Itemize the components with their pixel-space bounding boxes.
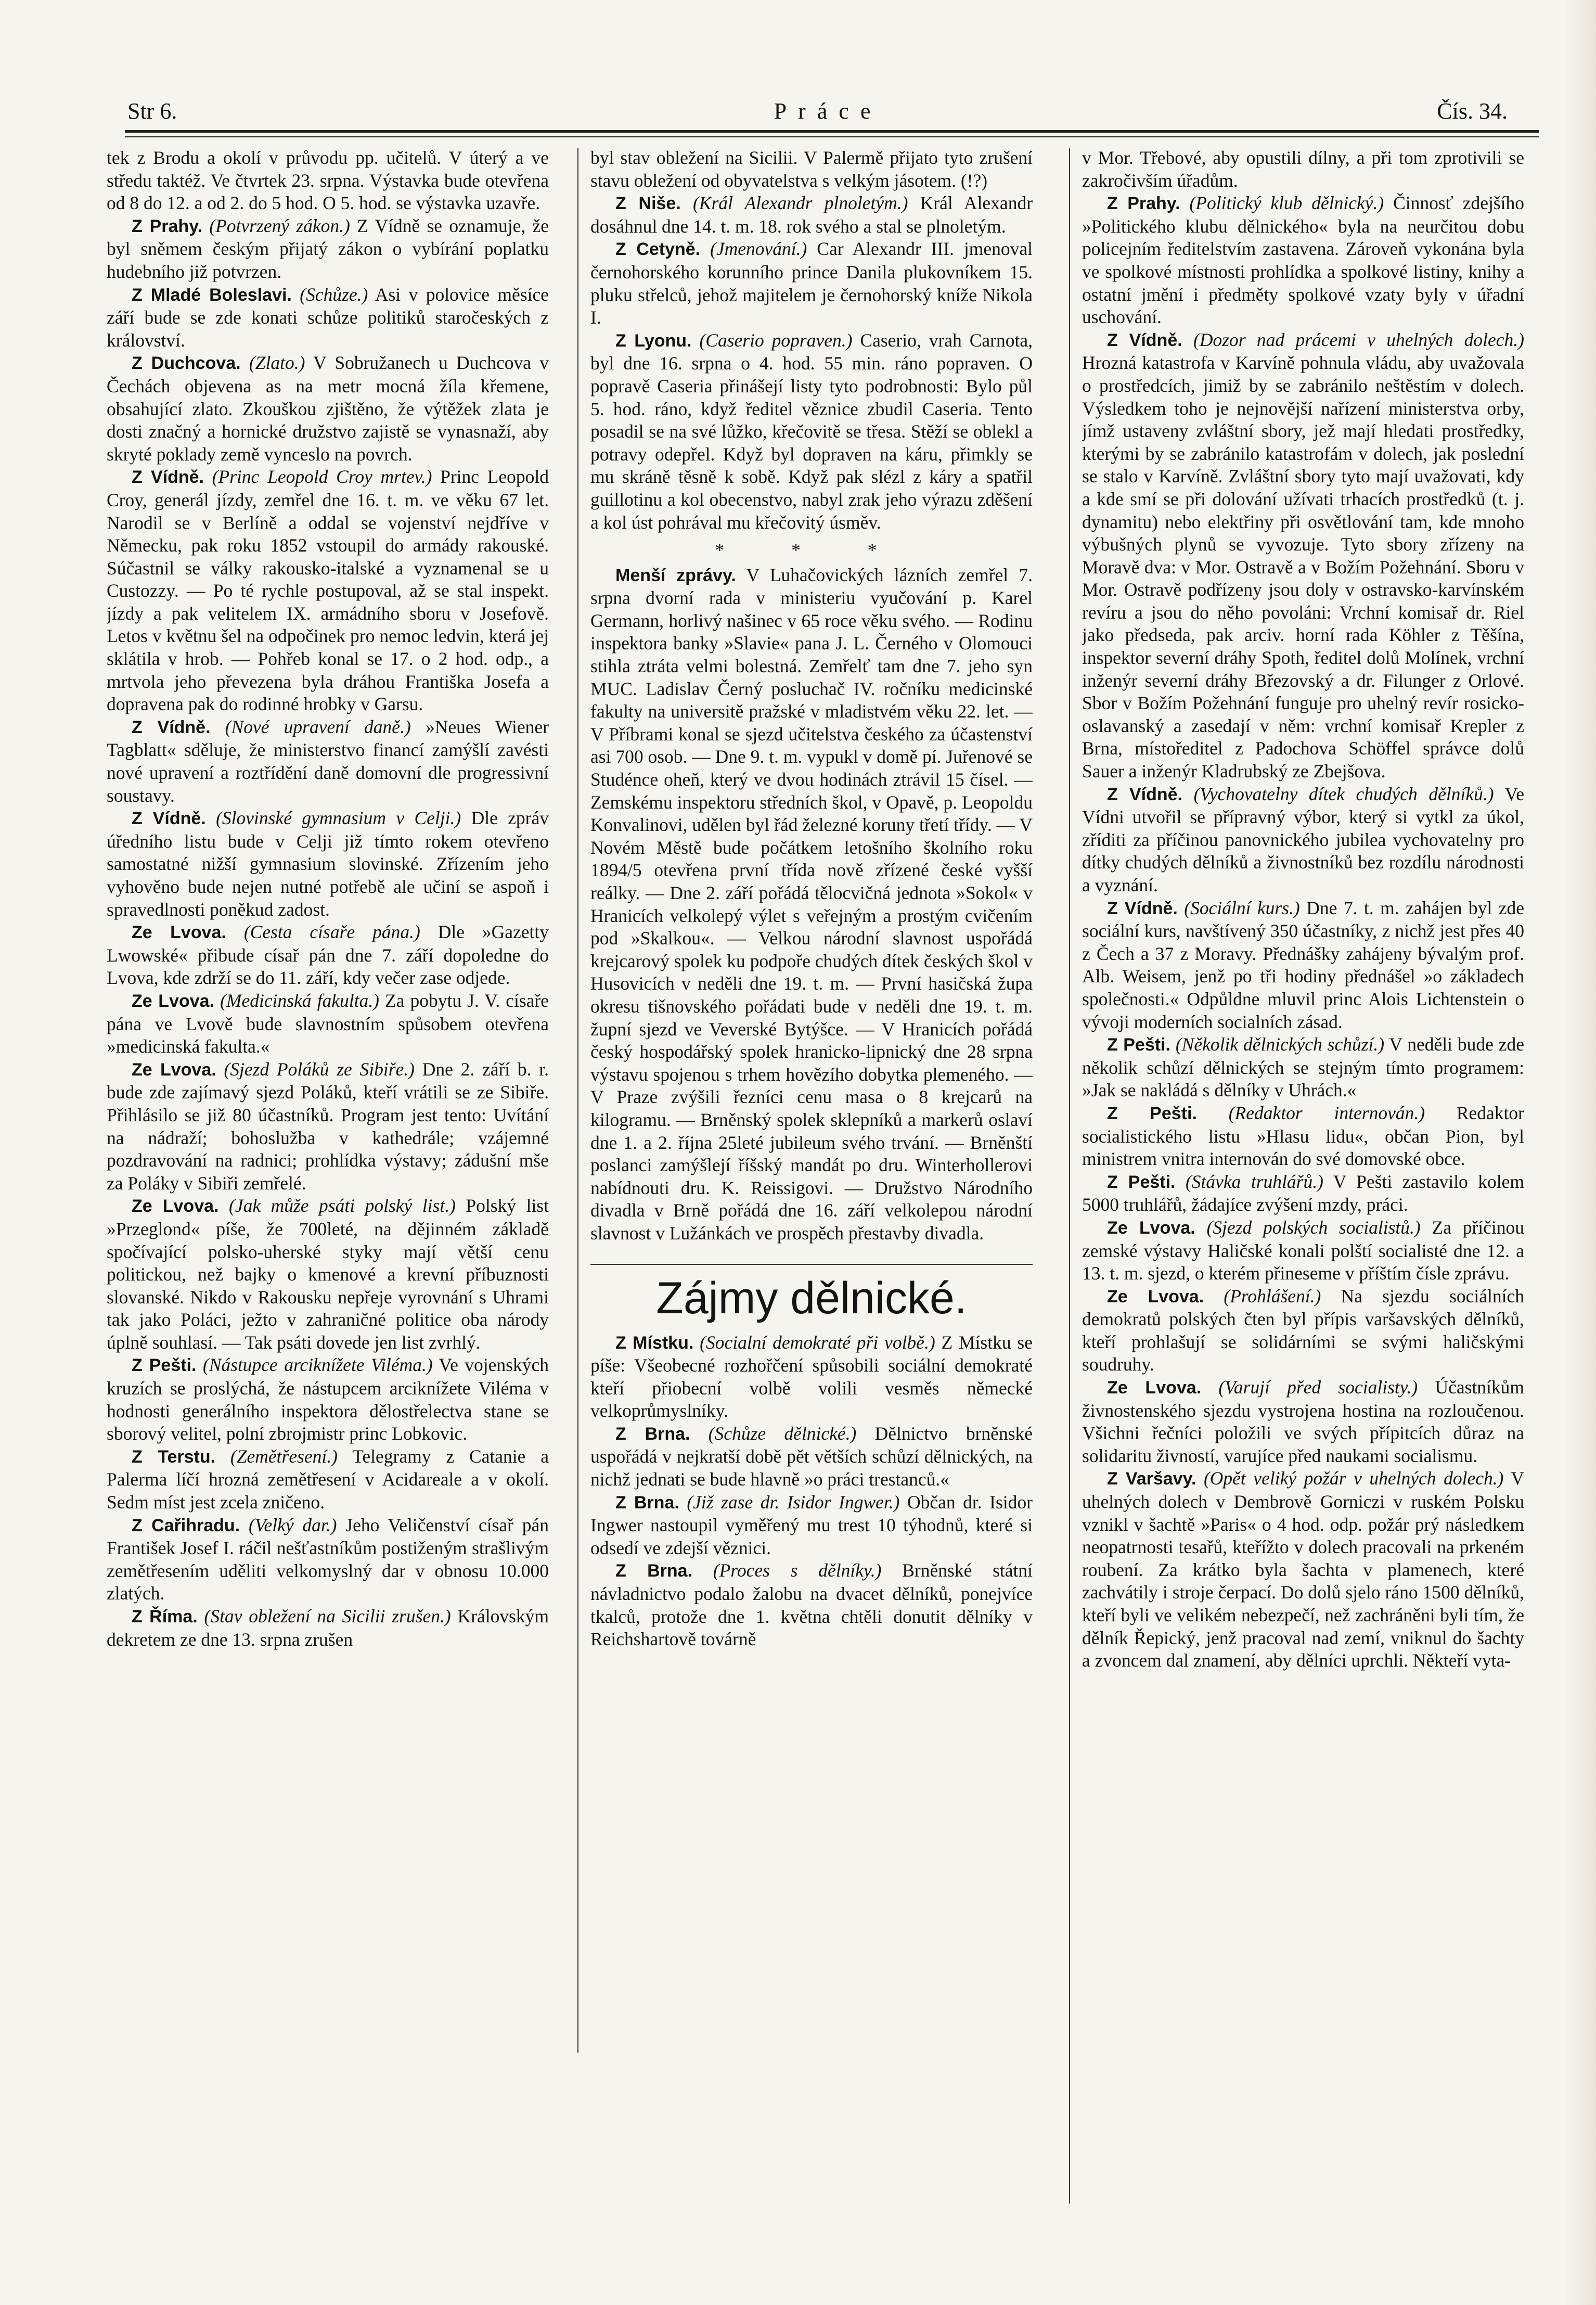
article	[107, 215, 549, 284]
article-title: (Již zase dr. Isidor Ingwer.)	[687, 1491, 900, 1513]
article-title: (Politický klub dělnický.)	[1189, 193, 1384, 214]
article-title: (Zemětřesení.)	[230, 1445, 338, 1467]
article-title: (Proces s dělníky.)	[713, 1560, 882, 1581]
article-title: (Redaktor internován.)	[1228, 1102, 1425, 1123]
article-title: (Princ Leopold Croy mrtev.)	[212, 466, 432, 488]
article-text: Za příčinou zemské výstavy Haličské konali polští socialisté dne 12. a 13. t. m. sjezd, o kterém přineseme v příštím čísle zprávu.	[1082, 1216, 1524, 1284]
article	[107, 284, 549, 352]
article	[107, 1605, 549, 1651]
article	[590, 192, 1033, 238]
article-text: Za pobytu J. V. císaře pána ve Lvově bude slavnostním spůsobem otevřena »medicinská fakulta.«	[107, 990, 549, 1057]
article	[1082, 1171, 1524, 1216]
article-text: Občan dr. Isidor Ingwer nastoupil vyměřený mu trest 10 týhodnů, které si odsedí ve zdejší věznici.	[590, 1491, 1033, 1558]
article-title: (Zlato.)	[249, 352, 305, 374]
article	[590, 1491, 1033, 1560]
article-text: Jeho Veličenství císař pán František Josef I. ráčil nešťastníkům postiženým strašlivým zemětřesením uděliti velkomyslný dar v obnosu 10.000 zlatých.	[107, 1514, 549, 1604]
article-text: V Pešti zastavilo kolem 5000 truhlářů, žádajíce zvýšení mzdy, práci.	[1082, 1171, 1524, 1215]
dateline: Ze Lvova.	[132, 991, 215, 1011]
article-title: (Sjezd polských socialistů.)	[1206, 1216, 1421, 1238]
dateline: Z Vídně.	[132, 717, 211, 737]
article	[590, 564, 1033, 1245]
article-title: (Prohlášení.)	[1224, 1285, 1321, 1307]
dateline: Ze Lvova.	[132, 1059, 216, 1080]
article-title: (Medicinská fakulta.)	[220, 990, 379, 1011]
article	[590, 1559, 1033, 1650]
dateline: Z Pešti.	[132, 1355, 197, 1376]
article	[590, 329, 1033, 534]
article-title: (Jak může psáti polský list.)	[228, 1195, 456, 1216]
article-title: (Potvrzený zákon.)	[209, 215, 350, 236]
article-title: (Dozor nad prácemi v uhelných dolech.)	[1193, 329, 1524, 350]
page-edge-shadow	[1565, 0, 1596, 2305]
article-title: (Stav obležení na Sicilii zrušen.)	[204, 1606, 451, 1627]
column-2-labour-news	[590, 1331, 1033, 1651]
article-title: (Král Alexandr plnoletým.)	[692, 193, 908, 214]
column-3	[1082, 147, 1524, 2253]
dateline: Z Říma.	[132, 1607, 198, 1627]
page-number: Str 6.	[127, 98, 177, 124]
article-text: V uhelných dolech v Dembrově Gorniczi v ruském Polsku vznikl v šachtě »Paris« o 4 hod. odp. požár prý následkem neopatrnosti tesařů, kteřížto v dolech pracovali na prkeném roubení. Za krátko byla šachta v plamenech, které zachvátily i stroje čerpací. Do dolů sjelo ráno 1500 dělníků, kteří byli ve velikém nebezpečí, než zachráněni byli tím, že dělník Řepický, jenž pracoval nad zemí, vniknul do šachty a zvoncem dal znamení, aby dělníci uprchli. Někteří vyta-	[1082, 1468, 1524, 1671]
article	[590, 238, 1033, 329]
article-text: V neděli bude zde několik schůzí dělnických se stejným tímto programem: »Jak se nakládá s dělníky v Uhrách.«	[1082, 1034, 1524, 1101]
article	[107, 1445, 549, 1514]
column-divider-1	[577, 148, 578, 2053]
article-title: (Velký dar.)	[248, 1514, 337, 1535]
article	[1082, 1033, 1524, 1102]
dateline: Ze Lvova.	[1107, 1286, 1204, 1307]
section-stars: * * *	[715, 540, 908, 561]
article	[1082, 1102, 1524, 1171]
dateline: Ze Lvova.	[1107, 1218, 1195, 1238]
article-title: (Schůze.)	[300, 284, 368, 305]
dateline: Z Niše.	[615, 194, 681, 214]
dateline: Z Vídně.	[132, 467, 204, 488]
article-title: (Jmenování.)	[710, 238, 807, 260]
article-title: (Vychovatelny dítek chudých dělníků.)	[1193, 783, 1494, 804]
article-text: Caserio, vrah Carnota, byl dne 16. srpna o 4. hod. 55 min. ráno popraven. O popravě Caseria přinášejí listy tyto podrobnosti: Bylo půl 5. hod. ráno, když ředitel věznice zbudil Caseria. Tento posadil se na své lůžko, křečovitě se třesa. Stěží se oblekl a potravy odepřel. Když byl dopraven na káru, přimkly se mu skráně těsně k sobě. Když pak slézl z káry a spatřil guillotinu a kol obecenstvo, nabyl zrak jeho výrazu zděšení a kol úst pohrával mu křečovitý úsměv.	[590, 329, 1033, 533]
article-title: (Nástupce arciknížete Viléma.)	[202, 1354, 433, 1376]
article-text: Dle zpráv úředního listu bude v Celji již tímto rokem otevřeno samostatné nižší gymnasium slovinské. Zřízením jeho vyhověno bude nejen nutné potřebě ale učiní se aspoň i spravedlnosti poněkud zadost.	[107, 808, 549, 920]
article-title: (Schůze dělnické.)	[708, 1423, 857, 1444]
dateline: Menší zprávy.	[615, 565, 736, 585]
article-text: V Luhačovických lázních zemřel 7. srpna dvorní rada v ministeriu vyučování p. Karel Germann, horlivý našinec v 65 roce věku svého. — Rodinu inspektora banky »Slavie« pana J. L. Černého v Olomouci stihla ztráta velmi bolestná. Zemřelť tam dne 7. jeho syn MUC. Ladislav Černý posluchač IV. ročníku medicinské fakulty na universitě pražské v mladistvém věku 22. let. — V Příbrami konal se sjezd učitelstva českého za účastenství asi 700 osob. — Dne 9. t. m. vypukl v domě pí. Juřenové se Studénce oheň, který ve dvou hodinách ztrávil 15 čísel. — Zemskému inspektoru středních škol, v Opavě, p. Leopoldu Konvalinovi, udělen byl řád železné koruny třetí třídy. — V Novém Městě bude počátkem letošního školního roku 1894/5 otevřena první třída nově zřízené české vyšší reálky. — Dne 2. září pořádá tělocvičná jednota »Sokol« v Hranicích velkolepý výlet s veřejným a prostým cvičením pod »Skalkou«. — Velkou národní slavnost uspořádá krejcarový spolek ku podpoře chudých dítek českých škol v Husovicích v neděli dne 19. t. m. — První hasičská župa okresu tišnovského pořádati bude v neděli dne 19. t. m. župní sjezd ve Veverské Bytýšce. — V Hranicích pořádá český hospodářský spolek hranicko-lipnický dne 28 srpna výstavu spojenou s trhem hovězího dobytka plemeného. — V Praze zvýšili řezníci cenu masa o 8 krejcarů na kilogramu. — Brněnský spolek sklepníků a markerů oslaví dne 1. a 2. října 25leté jubileum svého trvání. — Brněnští poslanci zamýšlejí říšský mandát po dru. Winterhollerovi nabídnouti dru. K. Reissigovi. — Družstvo Národního divadla v Brně pořádá dne 16. září velkolepou národní slavnost v Lužánkách ve prospěch přestavby divadla.	[590, 564, 1033, 1244]
dateline: Z Duchcova.	[132, 353, 241, 374]
column-2-minor-news	[590, 564, 1033, 1245]
article-title: (Sjezd Poláků ze Sibiře.)	[224, 1058, 415, 1080]
column-divider-2	[1069, 148, 1070, 2204]
article	[107, 1514, 549, 1605]
article-text: Dne 2. září b. r. bude zde zajímavý sjezd Poláků, kteří vrátili se ze Sibiře. Přihlásilo se již 80 účastníků. Program jest tento: Uvítání na nádraží; bohoslužba v kathedrále; vzájemné pozdravování na radnici; prohlídka výstavy; zádušní mše za Poláky v Sibiři zemřelé.	[107, 1058, 549, 1194]
article	[590, 1423, 1033, 1491]
article-text: Polský list »Przeglond« píše, že 700leté, na dějinném základě spočívající polsko-uherské styky mají větší cenu politickou, než bajky o kmenové a krevní příbuznosti slovanské. Nikdo v Rakousku nepřeje vyrovnání s Uhrami tak jako Poláci, ježto v zahraničné politice oba národy úplně souhlasí. — Tak psáti dovede jen list zvrhlý.	[107, 1195, 549, 1353]
dateline: Ze Lvova.	[1107, 1378, 1202, 1398]
dateline: Z Vídně.	[1107, 784, 1182, 804]
dateline: Z Varšavy.	[1107, 1469, 1196, 1489]
dateline: Z Cařihradu.	[132, 1515, 240, 1535]
dateline: Z Cetyně.	[615, 239, 701, 260]
article	[1082, 1467, 1524, 1672]
article-text: Z Vídně se oznamuje, že byl sněmem českým přijatý zákon o vybírání poplatku hudebního již potvrzen.	[107, 215, 549, 282]
article	[1082, 897, 1524, 1034]
dateline: Z Vídně.	[1107, 898, 1178, 918]
article	[107, 352, 549, 466]
article	[107, 1354, 549, 1445]
article-text: Princ Leopold Croy, generál jízdy, zemřel dne 16. t. m. ve věku 67 let. Narodil se v Berlíně a oddal se vojenství nejdříve v Německu, pak roku 1852 vstoupil do armády rakouské. Súčastnil se války rakousko-italské a vyznamenal se u Custozzy. — Po té rychle postupoval, až se stal inspekt. jízdy a pak velitelem IX. armádního sboru v Josefově. Letos v květnu šel na odpočinek pro nemoc ledvin, která jej sklátila v hrob. — Pohřeb konal se 17. o 2 hod. odp., a mrtvola jeho převezena byla dráhou Františka Josefa a dopravena pak do rodinné hrobky v Garsu.	[107, 466, 549, 715]
article	[1082, 1285, 1524, 1376]
dateline: Z Mladé Boleslavi.	[132, 285, 292, 305]
article	[590, 147, 1033, 192]
page-header	[127, 93, 1528, 129]
header-rule-thin	[125, 136, 1539, 137]
header-rule	[125, 130, 1539, 133]
article-text: Ve Vídni utvořil se přípravný výbor, který si vytkl za úkol, zříditi za příčinou panovnického jubilea vychovatelny pro dítky chudých dělníků a živnostníků bez rozdílu národnosti a vyznání.	[1082, 783, 1524, 895]
dateline: Z Místku.	[615, 1333, 694, 1353]
article-text: Královským dekretem ze dne 13. srpna zrušen	[107, 1606, 549, 1650]
dateline: Z Pešti.	[1107, 1035, 1170, 1055]
article-title: (Opět veliký požár v uhelných dolech.)	[1203, 1468, 1504, 1489]
article-text: Asi v polovice měsíce září bude se zde konati schůze politiků staročeských z království.	[107, 284, 549, 351]
article	[1082, 329, 1524, 783]
dateline: Z Prahy.	[1107, 194, 1180, 214]
article-title: (Socialní demokraté při volbě.)	[700, 1331, 935, 1353]
article	[1082, 147, 1524, 192]
article	[107, 147, 549, 215]
article-title: (Slovinské gymnasium v Celji.)	[216, 808, 461, 829]
article-text: Účastníkům živnostenského sjezdu vystrojena hostina na rozloučenou. Všichni řečníci položili ve svých přípitcích důraz na solidaritu živností, varujíce před naukami socialismu.	[1082, 1377, 1524, 1466]
dateline: Z Brna.	[615, 1561, 693, 1581]
dateline: Z Brna.	[615, 1424, 690, 1444]
article	[1082, 783, 1524, 897]
dateline: Z Lyonu.	[615, 330, 692, 351]
column-1	[107, 147, 549, 2253]
dateline: Z Brna.	[615, 1492, 679, 1513]
dateline: Z Terstu.	[132, 1446, 216, 1467]
article-text: Redaktor socialistického listu »Hlasu lidu«, občan Pion, byl ministrem vnitra internován do své domovské obce.	[1082, 1102, 1524, 1170]
article-title: (Několik dělnických schůzí.)	[1175, 1034, 1385, 1055]
article	[107, 1195, 549, 1354]
article-text: Ve vojenských kruzích se proslýchá, že nástupcem arciknížete Viléma v hodnosti generálního inspektora dělostřelectva stane se sborový velitel, polní zbrojmistr princ Lobkovic.	[107, 1354, 549, 1444]
article	[107, 921, 549, 990]
article	[107, 1058, 549, 1195]
article-title: (Sociální kurs.)	[1184, 897, 1300, 918]
column-2-news	[590, 147, 1033, 534]
article-text: Car Alexandr III. jmenoval černohorského korunního prince Danila plukovníkem 15. pluku střelců, jehož majitelem je černohorský kníže Nikola I.	[590, 238, 1033, 328]
article-text: Hrozná katastrofa v Karvíně pohnula vládu, aby uvažovala o prostředcích, jimiž by se zabránilo neštěstím v dolech. Výsledkem toho je nejnovější nařízení ministerstva orby, jímž ustaveny zvláštní sbory, jež mají hledati prostředky, kterými by se zabránilo katastrofám v dolech, jak poslední se stalo v Karvíně. Zvláštní sbory tyto mají uvažovati, kdy a kde smí se při dolování užívati trhacích prostředků (t. j. dynamitu) nebo elektřiny při osvětlování tam, kde mnoho výbušných plynů se vyvozuje. Tyto sbory zřízeny na Moravě dva: v Mor. Ostravě a v Božím Požehnání. Sboru v Mor. Ostravě podřízeny jsou doly v ostravsko-karvínském revíru a jsou do něho povoláni: Vrchní komisař dr. Riel jako předseda, pak arciv. horní rada Köhler z Těšína, inspektor severní dráhy Spoth, ředitel dolů Molínek, vrchní inženýr severní dráhy Březovský a dr. Filunger z Orlové. Sbor v Božím Požehnání funguje pro uhelný revír rosicko-oslavanský a zasedají v něm: vrchní komisař Krepler z Brna, místoředitel z Padochova Schöffel správce dolů Sauer a inženýr Kladrubský ze Zbejšova.	[1082, 352, 1524, 782]
article-text: Král Alexandr dosáhnul dne 14. t. m. 18. rok svého a stal se plnoletým.	[590, 193, 1033, 237]
dateline: Z Vídně.	[132, 809, 206, 829]
article-text: Dle »Gazetty Lwowské« přibude císař pán dne 7. září dopoledne do Lvova, kde zdrží se do 11. září, kdy večer zase odjede.	[107, 921, 549, 989]
article-text: tek z Brodu a okolí v průvodu pp. učitelů. V úterý a ve středu taktéž. Ve čtvrtek 23. srpna. Výstavka bude otevřena od 8 do 12. a od 2. do 5 hod. O 5. hod. se výstavka uzavře.	[107, 147, 549, 214]
article-title: (Varují před socialisty.)	[1218, 1377, 1418, 1398]
dateline: Z Prahy.	[132, 216, 203, 236]
dateline: Z Pešti.	[1107, 1103, 1197, 1123]
article-text: Dělnictvo brněnské uspořádá v nejkratší době pět větších schůzí dělnických, na nichž jednati se bude hlavně »o práci trestanců.«	[590, 1423, 1033, 1490]
article-text: Činnosť zdejšího »Politického klubu dělnického« byla na neurčitou dobu policejním ředitelstvím zastavena. Zároveň vykonána byla ve spolkové místnosti prohlídka a spolkové listiny, knihy a ostatní jmění i předměty spolkové vzaty byly v úřadní uschování.	[1082, 193, 1524, 328]
article	[1082, 192, 1524, 329]
article	[107, 807, 549, 921]
article	[107, 466, 549, 716]
article-title: (Caserio popraven.)	[699, 329, 853, 351]
article-title: (Cesta císaře pána.)	[243, 921, 420, 943]
article	[590, 1331, 1033, 1423]
issue-number: Čís. 34.	[1437, 98, 1508, 124]
article-text: byl stav obležení na Sicilii. V Palermě přijato tyto zrušení stavu obležení od obyvatelstva s velkým jásotem. (!?)	[590, 147, 1033, 191]
article-text: V Sobružanech u Duchcova v Čechách objevena as na metr mocná žíla křemene, obsahující zlato. Zkouškou zjištěno, že výtěžek zlata je dosti značný a hornické družstvo zajistě se vynasnaží, aby skryté poklady země vynceslo na povrch.	[107, 352, 549, 465]
dateline: Z Vídně.	[1107, 330, 1182, 350]
article-title: (Nové upravení daně.)	[225, 716, 411, 737]
dateline: Ze Lvova.	[132, 1196, 219, 1216]
article	[1082, 1216, 1524, 1285]
article-text: Telegramy z Catanie a Palerma líčí hrozná zemětřesení v Acidareale a v okolí. Sedm míst jest zcela zničeno.	[107, 1445, 549, 1513]
section-title: Zájmy dělnické.	[590, 1264, 1033, 1323]
article-text: v Mor. Třebové, aby opustili dílny, a při tom zprotivili se zakročivším úřadům.	[1082, 147, 1524, 191]
dateline: Ze Lvova.	[132, 923, 226, 943]
article-text: »Neues Wiener Tagblatt« sděluje, že ministerstvo financí zamýšlí zavésti nové upravení a roztřídění daně domovní dle progressivní soustavy.	[107, 716, 549, 806]
column-2	[590, 147, 1033, 2253]
article	[1082, 1376, 1524, 1467]
article-text: Na sjezdu sociálních demokratů polských čten byl přípis varšavských dělníků, kteří prohlašují se solidárními se svými haličskými soudruhy.	[1082, 1285, 1524, 1375]
article	[107, 990, 549, 1058]
dateline: Z Pešti.	[1107, 1172, 1176, 1192]
newspaper-title: Práce	[774, 98, 882, 124]
article-text: Dne 7. t. m. zahájen byl zde sociální kurs, navštívený 350 účastníky, z nichž jest přes 40 z Čech a 37 z Moravy. Přednášky zahájeny bývalým prof. Alb. Weisem, jenž po tři hodiny přednášel »o základech společnosti.« Odpůldne mluvil princ Alois Lichtenstein o vývoji moderních socialních zásad.	[1082, 897, 1524, 1032]
article-title: (Stávka truhlářů.)	[1185, 1171, 1323, 1192]
article-text: Z Místku se píše: Všeobecné rozhořčení spůsobili sociální demokraté kteří přiobecní volbě volili vesměs německé velkoprůmyslníky.	[590, 1331, 1033, 1422]
article-text: Brněnské státní návladnictvo podalo žalobu na dvacet dělníků, ponejvíce tkalců, protože dne 1. května chtěli donutit dělníky v Reichshartově továrně	[590, 1560, 1033, 1650]
article	[107, 716, 549, 807]
